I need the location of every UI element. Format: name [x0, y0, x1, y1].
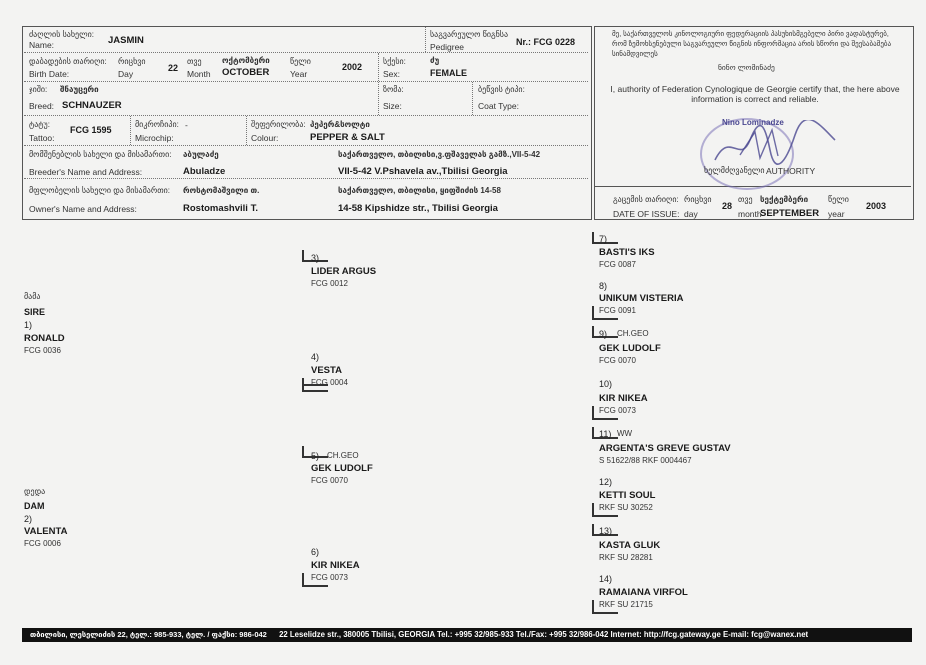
ancestor-11-number: 11) — [599, 429, 612, 439]
ancestor-6-name: KIR NIKEA — [311, 560, 360, 571]
size-label: Size: — [383, 101, 402, 111]
issue-year: 2003 — [866, 201, 887, 211]
ancestor-5-name: GEK LUDOLF — [311, 463, 373, 474]
tattoo-value: FCG 1595 — [70, 125, 112, 135]
sire-label-geo: მამა — [24, 292, 41, 301]
ancestor-5-reg: FCG 0070 — [311, 476, 348, 485]
authority-label: AUTHORITY — [766, 166, 816, 176]
owner-label: Owner's Name and Address: — [29, 204, 137, 214]
row-divider — [24, 178, 588, 179]
footer-bar — [22, 628, 912, 642]
owner-address: 14-58 Kipshidze str., Tbilisi Georgia — [338, 203, 498, 214]
tree-bracket — [592, 600, 618, 614]
issue-label-geo: გაცემის თარიღი: — [613, 195, 679, 204]
coat-label-geo: ბეწვის ტიპი: — [478, 85, 525, 94]
row-divider — [24, 115, 588, 116]
footer-contact: 22 Leselidze str., 380005 Tbilisi, GEORGIA Tel.: +995 32/985-933 Tel./Fax: +995 32/986-042 Internet: http://fcg.gateway.ge E-mail: fcg@wanex.net — [279, 630, 809, 639]
ancestor-10-number: 10) — [599, 379, 613, 389]
day-label: Day — [118, 69, 134, 79]
chip-label-geo: მიკროჩიპი: — [135, 120, 179, 129]
breed-label: Breed: — [29, 101, 55, 111]
ancestor-14-reg: RKF SU 21715 — [599, 600, 653, 609]
issue-label: DATE OF ISSUE: — [613, 209, 680, 219]
issue-month-label-geo: თვე — [738, 195, 753, 204]
tree-bracket — [592, 306, 618, 320]
day-label-geo: რიცხვი — [118, 57, 146, 66]
birth-month: OCTOBER — [222, 67, 270, 78]
ancestor-11-reg: S 51622/88 RKF 0004467 — [599, 456, 692, 465]
year-label: Year — [290, 69, 308, 79]
ancestor-7-number: 7) — [599, 234, 608, 244]
authority-label-geo: ხელმძღვანელი — [704, 166, 765, 175]
coat-label: Coat Type: — [478, 101, 519, 111]
chip-value: - — [185, 120, 188, 130]
name-label-geo: ძაღლის სახელი: — [29, 30, 94, 39]
ancestor-2-number: 2) — [24, 514, 33, 524]
footer-address-geo: თბილისი, ლესელიძის 22, ტელ.: 985-933, ტელ. / ფაქსი: 986-042 — [30, 630, 267, 639]
dam-label: DAM — [24, 501, 45, 511]
breed-label-geo: ჯიში: — [29, 85, 48, 94]
ancestor-4-name: VESTA — [311, 365, 342, 376]
size-label-geo: ზომა: — [383, 85, 404, 94]
birth-label: Birth Date: — [29, 69, 70, 79]
issue-month: SEPTEMBER — [760, 208, 820, 219]
colour-label-geo: შეფერილობა: — [251, 120, 306, 129]
name-label: Name: — [29, 40, 55, 50]
issue-month-value-geo: სექტემბერი — [760, 195, 809, 204]
ancestor-2-reg: FCG 0006 — [24, 539, 61, 548]
tree-bracket — [302, 378, 328, 392]
ancestor-9-reg: FCG 0070 — [599, 356, 636, 365]
breeder-label-geo: მომშენებლის სახელი და მისამართი: — [29, 150, 172, 159]
owner-name: Rostomashvili T. — [183, 203, 258, 214]
ancestor-7-name: BASTI'S IKS — [599, 247, 655, 258]
ancestor-9-name: GEK LUDOLF — [599, 343, 661, 354]
row-divider — [24, 145, 588, 146]
cert-text: I, authority of Federation Cynologique de Georgie certify that, the here above information is correct and reliable. — [610, 84, 900, 104]
birth-day: 22 — [168, 63, 179, 73]
ancestor-11-name: ARGENTA'S GREVE GUSTAV — [599, 443, 731, 454]
ancestor-9-title: CH.GEO — [617, 329, 649, 338]
ancestor-3-reg: FCG 0012 — [311, 279, 348, 288]
ancestor-5-number: 5) — [311, 451, 320, 461]
ancestor-9-number: 9) — [599, 329, 608, 339]
ancestor-11-title: WW — [617, 429, 633, 438]
ancestor-1-name: RONALD — [24, 333, 65, 344]
sex-label: Sex: — [383, 69, 401, 79]
breeder-label: Breeder's Name and Address: — [29, 167, 143, 177]
ancestor-1-number: 1) — [24, 320, 33, 330]
col-divider — [246, 116, 247, 145]
pedigree-label: Pedigree — [430, 42, 465, 52]
ancestor-3-number: 3) — [311, 253, 320, 263]
ancestor-6-reg: FCG 0073 — [311, 573, 348, 582]
birth-year: 2002 — [342, 62, 363, 72]
issue-month-label: month — [738, 209, 762, 219]
ancestor-12-reg: RKF SU 30252 — [599, 503, 653, 512]
ancestor-13-name: KASTA GLUK — [599, 540, 661, 551]
tattoo-label-geo: ტატუ: — [29, 120, 50, 129]
col-divider — [472, 82, 473, 115]
ancestor-10-reg: FCG 0073 — [599, 406, 636, 415]
sire-label: SIRE — [24, 307, 46, 317]
ancestor-14-number: 14) — [599, 574, 613, 584]
ancestor-2-name: VALENTA — [24, 526, 68, 537]
dam-label-geo: დედა — [24, 487, 46, 496]
breed-value-geo: შნაუცერი — [60, 85, 99, 94]
ancestor-4-number: 4) — [311, 352, 320, 362]
col-divider — [378, 53, 379, 81]
ancestor-5-title: CH.GEO — [327, 451, 359, 460]
tree-bracket — [592, 503, 618, 517]
owner-label-geo: მფლობელის სახელი და მისამართი: — [29, 186, 170, 195]
tree-bracket — [302, 573, 328, 587]
tattoo-label: Tattoo: — [29, 133, 55, 143]
sex-value: FEMALE — [430, 68, 467, 78]
col-divider — [378, 82, 379, 115]
ancestor-4-reg: FCG 0004 — [311, 378, 348, 387]
month-label: Month — [187, 69, 211, 79]
ancestor-13-number: 13) — [599, 526, 613, 536]
owner-name-geo: როსტომაშვილი თ. — [183, 186, 260, 195]
breed-value: SCHNAUZER — [62, 100, 122, 111]
issue-day-label-geo: რიცხვი — [684, 195, 712, 204]
pedigree-number: Nr.: FCG 0228 — [516, 37, 576, 47]
col-divider — [130, 116, 131, 145]
breeder-name-geo: აბულაძე — [183, 150, 219, 159]
issue-day-label: day — [684, 209, 698, 219]
ancestor-13-reg: RKF SU 28281 — [599, 553, 653, 562]
issue-day: 28 — [722, 201, 733, 211]
cert-text-geo: მე, საქართველოს კინოლოგიური ფედერაციის პასუხისმგებელი პირი ვადასტურებ, რომ ზემოხსენებული საგვარეულო წიგნის ინფორმაცია არის სწორი და შეესაბამება სინამდვილეს — [612, 31, 892, 58]
ancestor-14-name: RAMAIANA VIRFOL — [599, 587, 688, 598]
birth-label-geo: დაბადების თარიღი: — [29, 57, 107, 66]
cert-signer-geo: ნინო ლომინაძე — [718, 63, 775, 72]
colour-label: Colour: — [251, 133, 279, 143]
ancestor-12-name: KETTI SOUL — [599, 490, 656, 501]
sex-value-geo: ძუ — [430, 56, 440, 65]
ancestor-12-number: 12) — [599, 477, 613, 487]
owner-address-geo: საქართველო, თბილისი, ყიფშიძის 14-58 — [338, 186, 501, 195]
signature-graphic — [710, 120, 840, 170]
ancestor-3-name: LIDER ARGUS — [311, 266, 377, 277]
sex-label-geo: სქესი: — [383, 57, 406, 66]
ancestor-8-name: UNIKUM VISTERIA — [599, 293, 684, 304]
issue-year-label: year — [828, 209, 845, 219]
breeder-name: Abuladze — [183, 166, 226, 177]
issue-year-label-geo: წელი — [828, 195, 849, 204]
dog-name: JASMIN — [108, 35, 144, 46]
ancestor-8-number: 8) — [599, 281, 608, 291]
year-label-geo: წელი — [290, 57, 311, 66]
signer-name: Nino Lominadze — [722, 118, 784, 127]
col-divider — [425, 27, 426, 52]
breeder-address: VII-5-42 V.Pshavela av.,Tbilisi Georgia — [338, 166, 508, 177]
chip-label: Microchip: — [135, 133, 174, 143]
ancestor-10-name: KIR NIKEA — [599, 393, 648, 404]
month-label-geo: თვე — [187, 57, 202, 66]
ancestor-1-reg: FCG 0036 — [24, 346, 61, 355]
colour-value: PEPPER & SALT — [310, 132, 385, 143]
colour-value-geo: პეპერ&სოლტი — [310, 120, 370, 129]
breeder-address-geo: საქართველო, თბილისი,ვ.ფშაველას გამზ.,VII-5-42 — [338, 150, 541, 159]
ancestor-7-reg: FCG 0087 — [599, 260, 636, 269]
row-divider — [24, 81, 588, 82]
row-divider — [24, 52, 588, 53]
ancestor-6-number: 6) — [311, 547, 320, 557]
tree-bracket — [592, 406, 618, 420]
month-value-geo: ოქტომბერი — [222, 56, 270, 65]
ancestor-8-reg: FCG 0091 — [599, 306, 636, 315]
pedigree-label-geo: საგვარეულო წიგნსა — [430, 30, 509, 39]
